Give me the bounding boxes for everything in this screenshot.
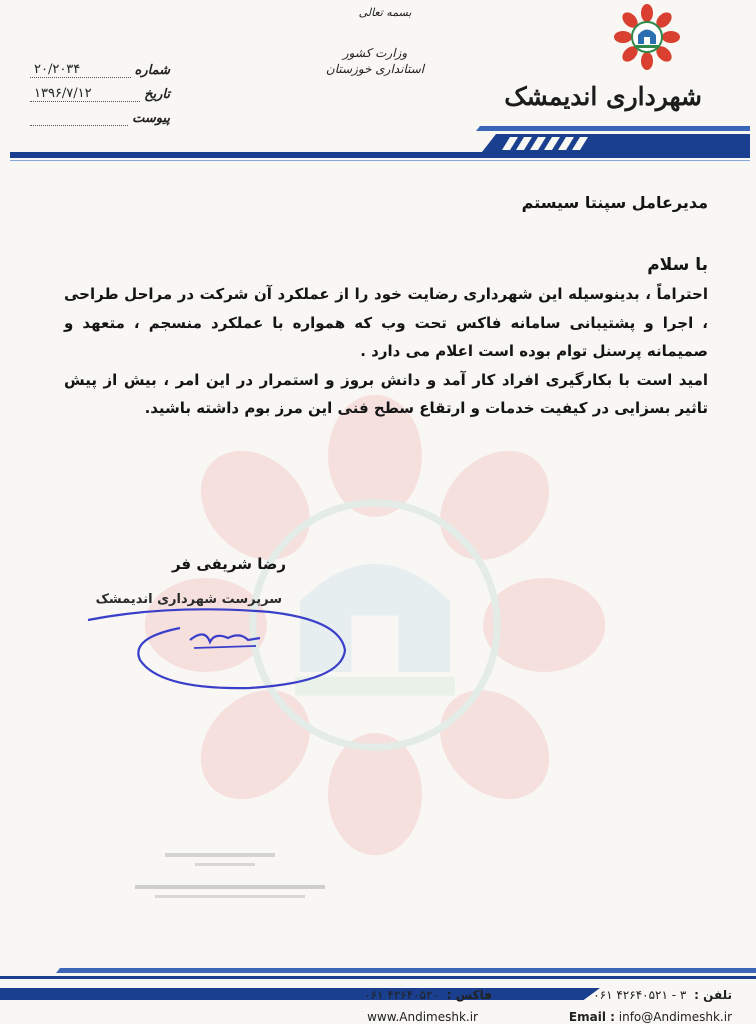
ministry-text: وزارت کشور — [342, 46, 408, 60]
fax-value: ۴۲۶۴۰۵۲۰ ۰۶۱ — [364, 988, 439, 1002]
letterhead-center — [310, 6, 440, 76]
date-row — [30, 78, 170, 102]
province-text: استانداری خوزستان — [325, 62, 425, 76]
number-label: شماره — [134, 63, 170, 78]
footer-fax — [364, 988, 492, 1002]
header-band — [10, 118, 750, 166]
footer-website: www.Andimeshk.ir — [367, 1010, 478, 1024]
footer-phone — [593, 988, 732, 1002]
phone-label: تلفن : — [694, 988, 732, 1002]
faint-stamp-icon — [125, 845, 345, 915]
letter-body — [64, 190, 708, 423]
email-label: Email : — [568, 1010, 615, 1024]
attachment-label: پیوست — [132, 111, 170, 126]
bismillah-text: بسمه تعالی — [358, 6, 412, 19]
handwritten-signature-icon — [80, 598, 360, 698]
greeting-line: با سلام — [647, 255, 708, 275]
signer-name: رضا شریفی فر — [171, 555, 286, 573]
body-paragraph-2: امید است با بکارگیری افراد کار آمد و دانش بروز و استمرار در این امر ، بیش از پیش تاثیر بسزایی در کیفیت خدمات و ارتقاع سطح فنی این مرز بوم داشته باشید. — [64, 370, 708, 417]
date-value: ۱۳۹۶/۷/۱۲ — [30, 86, 140, 102]
footer-contacts — [0, 982, 756, 1024]
municipality-logo-icon — [612, 2, 682, 72]
phone-value: ۳ - ۴۲۶۴۰۵۲۱ ۰۶۱ — [593, 988, 687, 1002]
recipient-line: مدیرعامل سپنتا سیستم — [521, 193, 708, 212]
number-row — [30, 54, 170, 78]
date-label: تاریخ — [144, 87, 170, 102]
fax-label: فاکس : — [446, 988, 492, 1002]
body-paragraph-1: احتراماً ، بدینوسیله این شهرداری رضایت خود را از عملکرد آن شرکت در مراحل طراحی ، اجرا و پشتیبانی سامانه فاکس تحت وب که همواره با عملکرد منسجم ، متعهد و صمیمانه پرسنل توام بوده است اعلام می دارد . — [64, 285, 708, 360]
number-value: ۲۰/۲۰۳۴ — [30, 62, 131, 78]
signer-title: سرپرست شهرداری اندیمشک — [95, 592, 282, 607]
footer-email — [565, 1010, 732, 1024]
letter-meta — [30, 54, 170, 126]
email-value: info@Andimeshk.ir — [618, 1010, 732, 1024]
organization-name: شهرداری اندیمشک — [504, 82, 702, 111]
